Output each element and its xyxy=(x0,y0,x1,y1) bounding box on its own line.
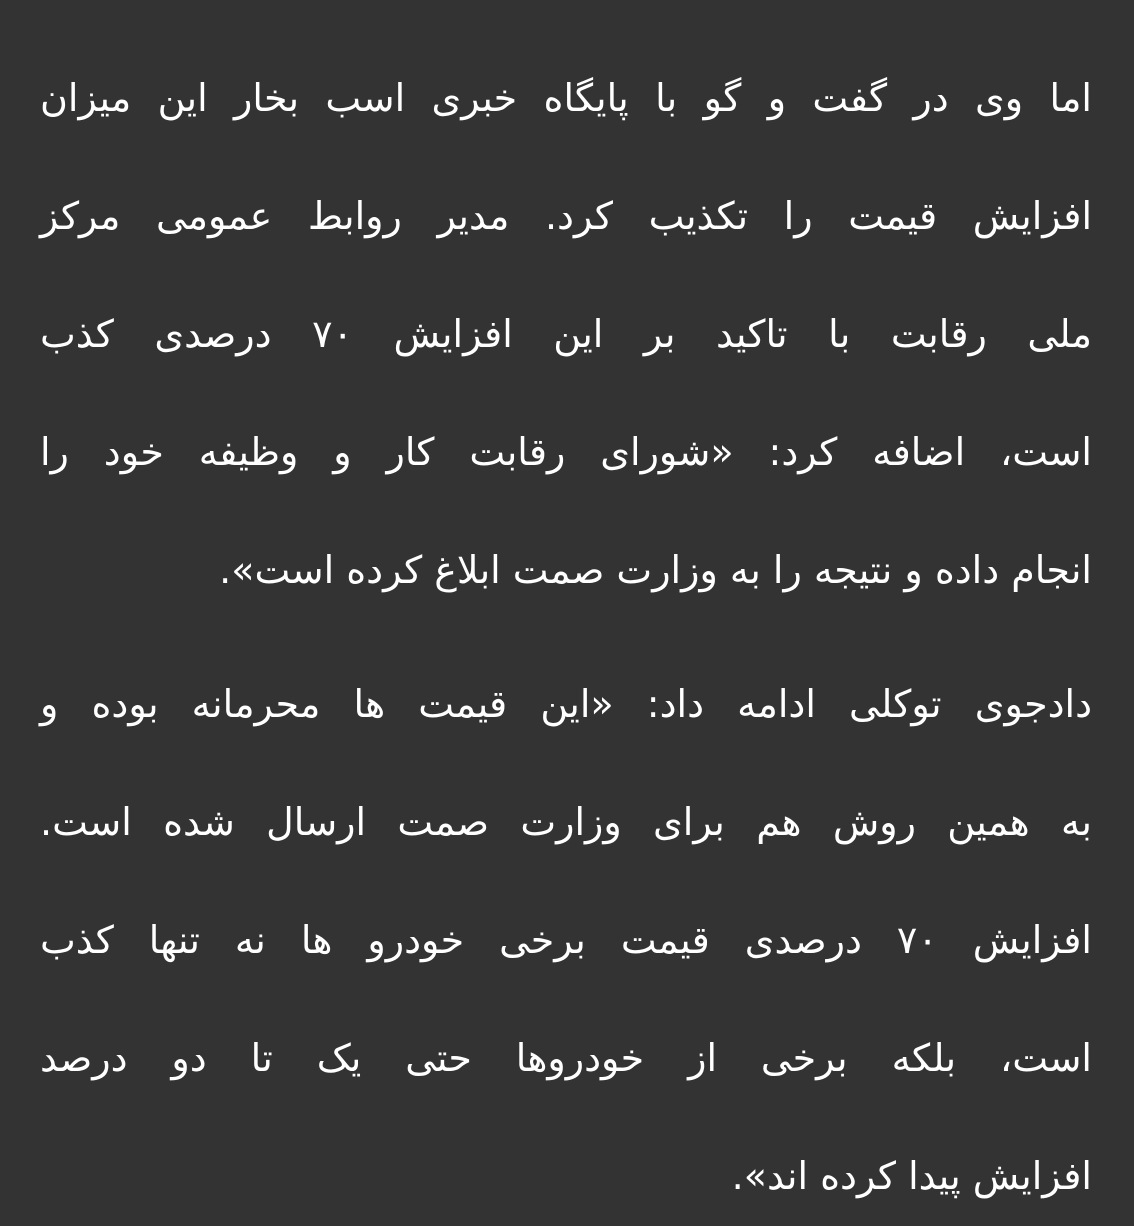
text-line: انجام داده و نتیجه را به وزارت صمت ابلاغ کرده است». xyxy=(219,548,1092,592)
text-line: افزایش پیدا کرده اند». xyxy=(731,1154,1092,1198)
text-line: است، اضافه کرد: «شورای رقابت کار و وظیفه خود را xyxy=(40,430,1092,474)
text-line: ملی رقابت با تاکید بر این افزایش ۷۰ درصدی کذب xyxy=(40,312,1092,356)
paragraph-1 xyxy=(40,30,1092,620)
text-line: افزایش ۷۰ درصدی قیمت برخی خودرو ها نه تنها کذب xyxy=(40,918,1092,962)
text-line: دادجوی توکلی ادامه داد: «این قیمت ها محرمانه بوده و xyxy=(40,682,1092,726)
text-line: اما وی در گفت و گو با پایگاه خبری اسب بخار این میزان xyxy=(40,76,1092,120)
text-line: است، بلکه برخی از خودروها حتی یک تا دو درصد xyxy=(40,1036,1092,1080)
text-line: افزایش قیمت را تکذیب کرد. مدیر روابط عمومی مرکز xyxy=(40,194,1092,238)
text-line: به همین روش هم برای وزارت صمت ارسال شده است. xyxy=(40,800,1092,844)
paragraph-2 xyxy=(40,636,1092,1226)
